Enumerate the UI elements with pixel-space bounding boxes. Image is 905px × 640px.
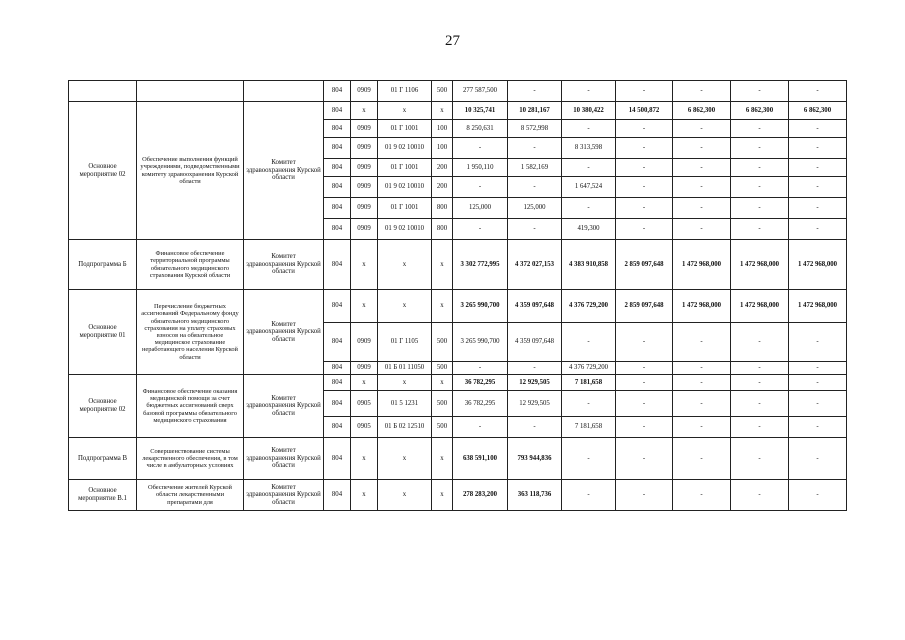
table-row [69,290,847,323]
amount-cell: 1 472 968,000 [673,240,731,290]
grbs-code: 804 [324,159,351,177]
amount-cell: - [673,159,731,177]
target-article-code: 01 Г 1001 [378,198,432,219]
amount-cell: 1 472 968,000 [673,290,731,323]
expense-type-code: 800 [432,219,453,240]
amount-cell: - [508,362,562,375]
responsible-cell: Комитет здравоохранения Курской области [244,480,324,511]
description-cell [137,81,244,102]
amount-cell: 4 372 027,153 [508,240,562,290]
amount-cell: - [562,480,616,511]
section-code: 0909 [351,138,378,159]
grbs-code: 804 [324,102,351,120]
description-cell: Финансовое обеспечение территориальной программы обязательного медицинского страхования Курской области [137,240,244,290]
grbs-code: 804 [324,362,351,375]
section-code: x [351,438,378,480]
section-code: 0909 [351,198,378,219]
target-article-code: x [378,480,432,511]
amount-cell: - [673,391,731,417]
grbs-code: 804 [324,240,351,290]
amount-cell: - [562,323,616,362]
grbs-code: 804 [324,438,351,480]
expense-type-code: x [432,102,453,120]
amount-cell: - [673,438,731,480]
amount-cell: 3 265 990,700 [453,323,508,362]
amount-cell: - [673,362,731,375]
amount-cell: 278 283,200 [453,480,508,511]
amount-cell: 8 250,631 [453,120,508,138]
amount-cell: - [731,480,789,511]
target-article-code: x [378,375,432,391]
amount-cell: - [673,375,731,391]
amount-cell: 1 472 968,000 [789,290,847,323]
amount-cell: - [789,391,847,417]
amount-cell: 277 587,500 [453,81,508,102]
responsible-cell: Комитет здравоохранения Курской области [244,240,324,290]
section-code: 0909 [351,120,378,138]
amount-cell: - [453,138,508,159]
expense-type-code: x [432,375,453,391]
target-article-code: x [378,102,432,120]
amount-cell: 4 359 097,648 [508,323,562,362]
amount-cell: - [616,138,673,159]
amount-cell: - [789,323,847,362]
amount-cell: - [562,198,616,219]
expense-type-code: 200 [432,177,453,198]
amount-cell: - [616,177,673,198]
amount-cell: 3 302 772,995 [453,240,508,290]
amount-cell: - [673,81,731,102]
amount-cell: - [616,323,673,362]
target-article-code: x [378,438,432,480]
amount-cell: 10 281,167 [508,102,562,120]
expense-type-code: x [432,438,453,480]
amount-cell: - [616,198,673,219]
amount-cell: 793 944,836 [508,438,562,480]
expense-type-code: 500 [432,362,453,375]
budget-table [68,80,847,511]
program-name-cell: Основное мероприятие В.1 [69,480,137,511]
amount-cell: 8 572,998 [508,120,562,138]
amount-cell: 36 782,295 [453,391,508,417]
amount-cell: - [789,177,847,198]
section-code: x [351,480,378,511]
amount-cell: - [562,159,616,177]
program-name-cell: Основное мероприятие 02 [69,102,137,240]
section-code: x [351,375,378,391]
amount-cell: - [616,362,673,375]
amount-cell: - [789,417,847,438]
table-row [69,480,847,511]
amount-cell: 125,000 [453,198,508,219]
program-name-cell: Основное мероприятие 01 [69,290,137,375]
page-number: 27 [445,33,460,49]
target-article-code: 01 Б 01 11050 [378,362,432,375]
amount-cell: 3 265 990,700 [453,290,508,323]
target-article-code: x [378,290,432,323]
target-article-code: 01 9 02 10010 [378,138,432,159]
amount-cell: 8 313,598 [562,138,616,159]
amount-cell: - [453,177,508,198]
amount-cell: - [731,323,789,362]
amount-cell: 2 859 097,648 [616,290,673,323]
grbs-code: 804 [324,81,351,102]
amount-cell: - [453,417,508,438]
section-code: x [351,290,378,323]
section-code: 0905 [351,417,378,438]
grbs-code: 804 [324,177,351,198]
amount-cell: - [616,120,673,138]
amount-cell: - [562,391,616,417]
amount-cell: - [673,417,731,438]
amount-cell: - [616,219,673,240]
amount-cell: - [789,375,847,391]
amount-cell: - [616,159,673,177]
section-code: 0905 [351,391,378,417]
amount-cell: 4 383 910,858 [562,240,616,290]
grbs-code: 804 [324,198,351,219]
amount-cell: - [616,391,673,417]
target-article-code: 01 5 1231 [378,391,432,417]
target-article-code: 01 Г 1105 [378,323,432,362]
amount-cell: 12 929,505 [508,391,562,417]
grbs-code: 804 [324,323,351,362]
table-row [69,375,847,391]
amount-cell: 1 472 968,000 [731,290,789,323]
responsible-cell: Комитет здравоохранения Курской области [244,102,324,240]
section-code: 0909 [351,362,378,375]
amount-cell: - [789,480,847,511]
expense-type-code: x [432,480,453,511]
amount-cell: 4 376 729,200 [562,290,616,323]
table-row [69,240,847,290]
grbs-code: 804 [324,417,351,438]
amount-cell: - [508,138,562,159]
amount-cell: - [673,177,731,198]
table-row [69,438,847,480]
amount-cell: - [731,417,789,438]
amount-cell: - [731,219,789,240]
amount-cell: 14 500,872 [616,102,673,120]
description-cell: Обеспечение жителей Курской области лекарственными препаратами для [137,480,244,511]
amount-cell: - [789,138,847,159]
section-code: x [351,240,378,290]
amount-cell: 638 591,100 [453,438,508,480]
section-code: 0909 [351,219,378,240]
amount-cell: 1 472 968,000 [789,240,847,290]
amount-cell: - [616,438,673,480]
amount-cell: - [562,438,616,480]
amount-cell: - [731,138,789,159]
target-article-code: 01 Б 02 12510 [378,417,432,438]
grbs-code: 804 [324,391,351,417]
grbs-code: 804 [324,480,351,511]
responsible-cell [244,81,324,102]
amount-cell: - [673,120,731,138]
target-article-code: 01 Г 1001 [378,120,432,138]
section-code: x [351,102,378,120]
target-article-code: 01 9 02 10010 [378,219,432,240]
amount-cell: - [673,219,731,240]
amount-cell: - [453,219,508,240]
description-cell: Совершенствование системы лекарственного обеспечения, в том числе в амбулаторных условиях [137,438,244,480]
amount-cell: 7 181,658 [562,375,616,391]
amount-cell: - [731,375,789,391]
amount-cell: - [789,159,847,177]
program-name-cell: Подпрограмма Б [69,240,137,290]
grbs-code: 804 [324,120,351,138]
amount-cell: 1 647,524 [562,177,616,198]
expense-type-code: 500 [432,391,453,417]
amount-cell: - [789,198,847,219]
table-row [69,81,847,102]
amount-cell: 1 950,110 [453,159,508,177]
section-code: 0909 [351,81,378,102]
amount-cell: 10 380,422 [562,102,616,120]
amount-cell: - [789,219,847,240]
responsible-cell: Комитет здравоохранения Курской области [244,375,324,438]
target-article-code: 01 9 02 10010 [378,177,432,198]
amount-cell: - [731,198,789,219]
description-cell: Финансовое обеспечение оказания медицинской помощи за счет бюджетных ассигнований сверх базовой программы обязательного медицинского страхования [137,375,244,438]
amount-cell: 363 118,736 [508,480,562,511]
grbs-code: 804 [324,375,351,391]
amount-cell: 1 582,169 [508,159,562,177]
expense-type-code: 500 [432,323,453,362]
amount-cell: - [508,81,562,102]
amount-cell: - [673,198,731,219]
amount-cell: 12 929,505 [508,375,562,391]
amount-cell: - [508,417,562,438]
amount-cell: - [508,219,562,240]
responsible-cell: Комитет здравоохранения Курской области [244,290,324,375]
section-code: 0909 [351,177,378,198]
amount-cell: - [731,81,789,102]
expense-type-code: 500 [432,417,453,438]
amount-cell: - [789,81,847,102]
amount-cell: - [616,375,673,391]
amount-cell: - [673,323,731,362]
table-row [69,102,847,120]
program-name-cell: Основное мероприятие 02 [69,375,137,438]
amount-cell: - [731,438,789,480]
amount-cell: - [789,362,847,375]
amount-cell: 6 862,300 [731,102,789,120]
amount-cell: 4 359 097,648 [508,290,562,323]
amount-cell: - [562,81,616,102]
amount-cell: - [789,120,847,138]
description-cell: Перечисление бюджетных ассигнований Федеральному фонду обязательного медицинского страхования на уплату страховых взносов на обязательное медицинское страхование неработающего населения Курской области [137,290,244,375]
expense-type-code: 500 [432,81,453,102]
target-article-code: x [378,240,432,290]
amount-cell: - [616,480,673,511]
amount-cell: 1 472 968,000 [731,240,789,290]
amount-cell: - [731,362,789,375]
amount-cell: - [673,138,731,159]
expense-type-code: x [432,240,453,290]
section-code: 0909 [351,323,378,362]
amount-cell: - [616,81,673,102]
expense-type-code: 100 [432,138,453,159]
amount-cell: - [508,177,562,198]
expense-type-code: 200 [432,159,453,177]
grbs-code: 804 [324,138,351,159]
expense-type-code: 800 [432,198,453,219]
amount-cell: 10 325,741 [453,102,508,120]
expense-type-code: 100 [432,120,453,138]
grbs-code: 804 [324,219,351,240]
amount-cell: 6 862,300 [673,102,731,120]
description-cell: Обеспечение выполнения функций учреждениями, подведомственными комитету здравоохранения Курской области [137,102,244,240]
amount-cell: - [731,391,789,417]
grbs-code: 804 [324,290,351,323]
program-name-cell: Подпрограмма В [69,438,137,480]
expense-type-code: x [432,290,453,323]
amount-cell: - [731,177,789,198]
amount-cell: 419,300 [562,219,616,240]
amount-cell: - [616,417,673,438]
amount-cell: - [731,159,789,177]
amount-cell: - [673,480,731,511]
section-code: 0909 [351,159,378,177]
responsible-cell: Комитет здравоохранения Курской области [244,438,324,480]
amount-cell: - [453,362,508,375]
target-article-code: 01 Г 1106 [378,81,432,102]
amount-cell: 125,000 [508,198,562,219]
amount-cell: 7 181,658 [562,417,616,438]
amount-cell: 36 782,295 [453,375,508,391]
amount-cell: 2 859 097,648 [616,240,673,290]
amount-cell: 4 376 729,200 [562,362,616,375]
amount-cell: - [731,120,789,138]
target-article-code: 01 Г 1001 [378,159,432,177]
amount-cell: - [789,438,847,480]
amount-cell: - [562,120,616,138]
program-name-cell [69,81,137,102]
amount-cell: 6 862,300 [789,102,847,120]
